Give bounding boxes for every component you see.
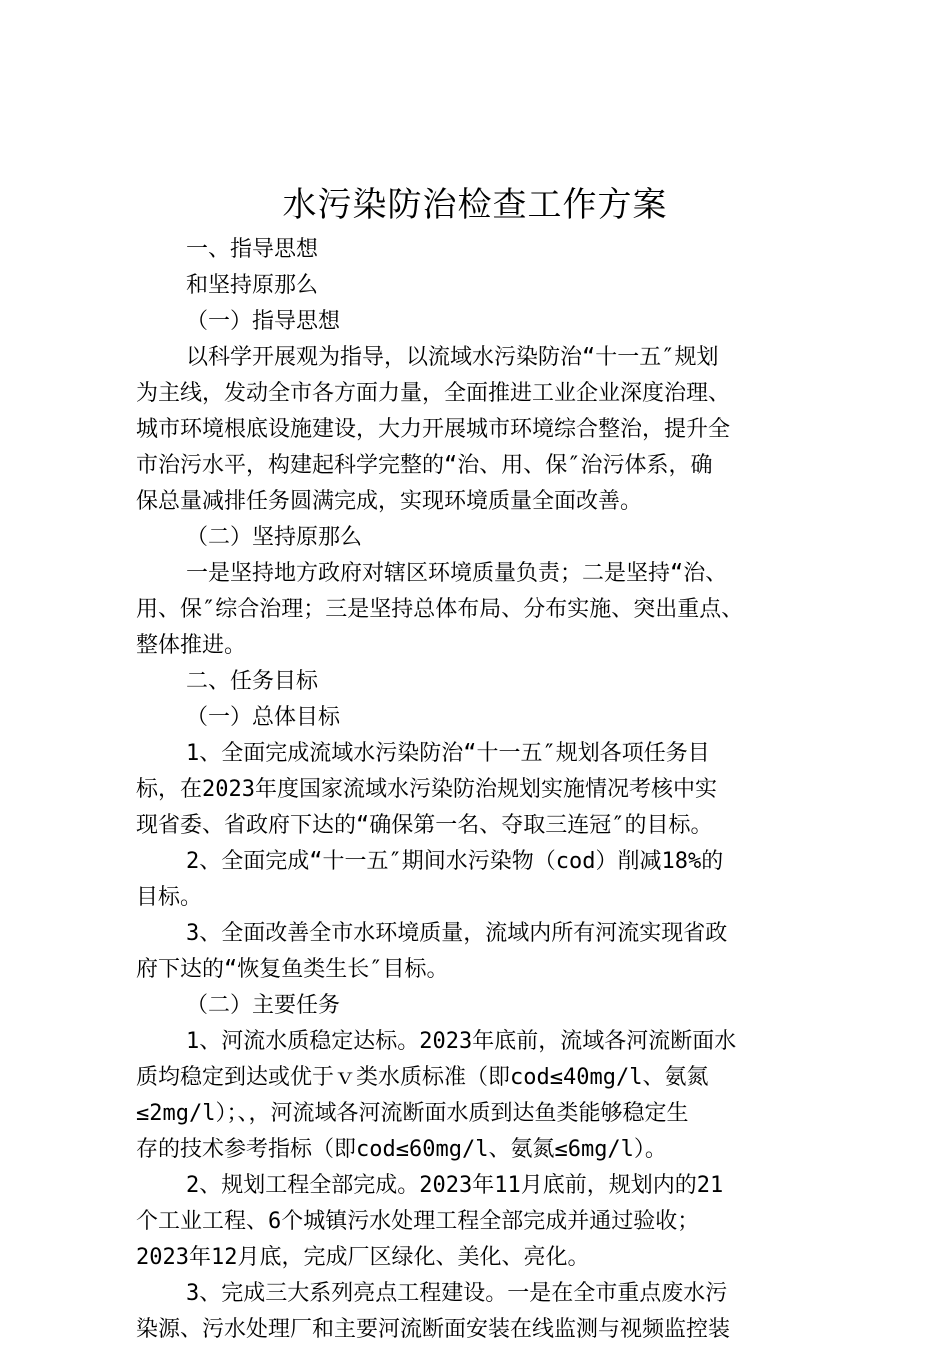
text-line: 2、全面完成“十一五″期间水污染物（cod）削减18%的 [186, 849, 724, 874]
text-line: 用、保″综合治理；三是坚持总体布局、分布实施、突出重点、 [136, 597, 744, 622]
text-line: 一、指导思想 [186, 237, 319, 262]
text-line: 二、任务目标 [186, 669, 319, 694]
text-line: （二）坚持原那么 [186, 525, 363, 550]
text-line: 现省委、省政府下达的“确保第一名、夺取三连冠″的目标。 [136, 813, 713, 838]
text-line: 1、河流水质稳定达标。2023年底前，流域各河流断面水 [186, 1029, 737, 1054]
text-line: 和坚持原那么 [186, 273, 319, 298]
text-line: 一是坚持地方政府对辖区环境质量负责；二是坚持“治、 [186, 561, 728, 586]
text-line: 以科学开展观为指导，以流域水污染防治“十一五″规划 [186, 345, 719, 370]
text-line: 3、全面改善全市水环境质量，流域内所有河流实现省政 [186, 921, 728, 946]
text-line: 2、规划工程全部完成。2023年11月底前，规划内的21 [186, 1173, 724, 1198]
text-line: 整体推进。 [136, 633, 247, 658]
text-line: 市治污水平，构建起科学完整的“治、用、保″治污体系，确 [136, 453, 713, 478]
document-body [136, 232, 836, 1348]
text-line: 2023年12月底，完成厂区绿化、美化、亮化。 [136, 1245, 590, 1270]
text-line: 城市环境根底设施建设，大力开展城市环境综合整治，提升全 [136, 417, 731, 442]
text-line: 1、全面完成流域水污染防治“十一五″规划各项任务目 [186, 741, 710, 766]
document-title: 水污染防治检查工作方案 [282, 185, 668, 225]
text-line: 存的技术参考指标（即cod≤60mg/l、氨氮≤6mg/l）。 [136, 1137, 667, 1162]
text-line: 目标。 [136, 885, 203, 910]
text-line: 为主线，发动全市各方面力量，全面推进工业企业深度治理、 [136, 381, 731, 406]
text-line: （一）指导思想 [186, 309, 341, 334]
text-line: 质均稳定到达或优于ｖ类水质标准（即cod≤40mg/l、氨氮 [136, 1065, 709, 1090]
text-line: （一）总体目标 [186, 705, 341, 730]
text-line: 3、完成三大系列亮点工程建设。一是在全市重点废水污 [186, 1281, 728, 1306]
text-line: 标，在2023年度国家流域水污染防治规划实施情况考核中实 [136, 777, 717, 802]
text-line: （二）主要任务 [186, 993, 341, 1018]
text-line: 保总量减排任务圆满完成，实现环境质量全面改善。 [136, 489, 643, 514]
text-line: 个工业工程、6个城镇污水处理工程全部完成并通过验收； [136, 1209, 700, 1234]
text-line: ≤2mg/l）；、，河流域各河流断面水质到达鱼类能够稳定生 [136, 1101, 689, 1126]
text-line: 染源、污水处理厂和主要河流断面安装在线监测与视频监控装 [136, 1317, 731, 1342]
text-line: 府下达的“恢复鱼类生长″目标。 [136, 957, 449, 982]
